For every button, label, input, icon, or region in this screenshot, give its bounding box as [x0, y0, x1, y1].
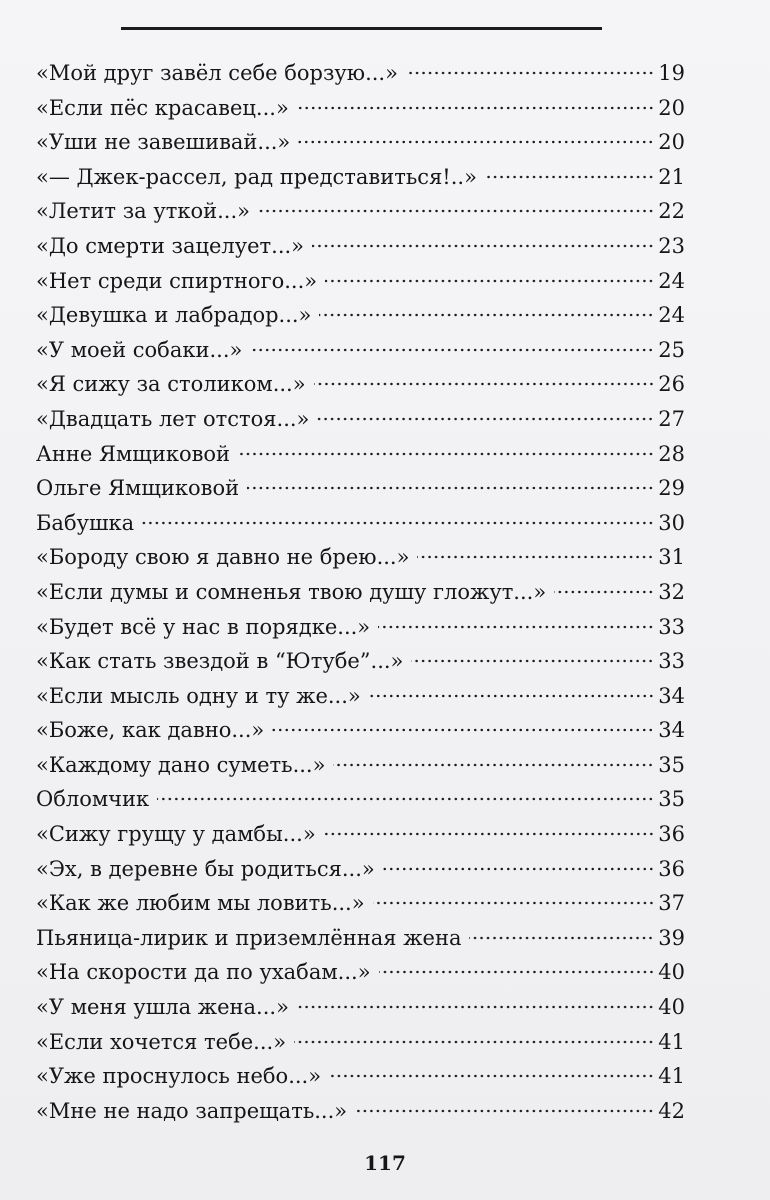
toc-entry: [36, 852, 685, 887]
toc-entry-title: «Будет всё у нас в порядке...»: [36, 614, 371, 639]
toc-entry: [36, 610, 685, 645]
toc-entry-title: «Я сижу за столиком...»: [36, 372, 306, 397]
toc-entry: [36, 437, 685, 472]
toc-entry-title: «Уши не завешивай...»: [36, 130, 291, 155]
table-of-contents: [36, 56, 685, 1128]
toc-entry: [36, 56, 685, 91]
dot-leader: [333, 763, 654, 767]
toc-entry-page: 39: [658, 925, 685, 950]
toc-entry-title: Обломчик: [36, 787, 150, 812]
toc-entry-page: 36: [658, 822, 685, 847]
toc-entry-page: 40: [658, 960, 685, 985]
dot-leader: [369, 694, 655, 698]
dot-leader: [247, 486, 654, 490]
toc-entry-page: 35: [658, 787, 685, 812]
toc-entry-page: 20: [658, 95, 685, 120]
toc-entry-page: 33: [658, 614, 685, 639]
dot-leader: [142, 521, 654, 525]
toc-entry-title: «— Джек-рассел, рад представиться!..»: [36, 164, 477, 189]
dot-leader: [297, 1005, 654, 1009]
toc-entry-title: «Бороду свою я давно не брею...»: [36, 545, 410, 570]
toc-entry-page: 31: [658, 545, 685, 570]
toc-entry: [36, 713, 685, 748]
dot-leader: [406, 71, 654, 75]
toc-entry: [36, 1025, 685, 1060]
toc-entry: [36, 298, 685, 333]
toc-entry-title: «Девушка и лабрадор...»: [36, 303, 312, 328]
dot-leader: [298, 140, 654, 144]
toc-entry-title: «Двадцать лет отстоя...»: [36, 406, 310, 431]
dot-leader: [314, 382, 655, 386]
toc-entry-page: 42: [658, 1098, 685, 1123]
dot-leader: [554, 590, 654, 594]
dot-leader: [355, 1109, 654, 1113]
toc-entry-page: 27: [658, 406, 685, 431]
toc-entry-page: 40: [658, 995, 685, 1020]
dot-leader: [378, 625, 654, 629]
dot-leader: [294, 1040, 654, 1044]
toc-entry-title: «Летит за уткой...»: [36, 199, 250, 224]
dot-leader: [469, 936, 654, 940]
toc-entry: [36, 160, 685, 195]
toc-entry-title: Бабушка: [36, 510, 135, 535]
toc-entry: [36, 402, 685, 437]
toc-entry: [36, 506, 685, 541]
toc-entry-title: Анне Ямщиковой: [36, 441, 231, 466]
toc-entry-page: 37: [658, 891, 685, 916]
toc-entry-page: 32: [658, 579, 685, 604]
toc-entry: [36, 990, 685, 1025]
toc-entry-page: 26: [658, 372, 685, 397]
toc-entry: [36, 91, 685, 126]
toc-entry-title: «Если думы и сомненья твою душу гложут...»: [36, 579, 547, 604]
toc-entry: [36, 679, 685, 714]
dot-leader: [317, 417, 654, 421]
toc-entry-title: «Если пёс красавец...»: [36, 95, 289, 120]
dot-leader: [250, 348, 654, 352]
dot-leader: [297, 106, 654, 110]
dot-leader: [324, 832, 655, 836]
toc-entry-page: 21: [658, 164, 685, 189]
toc-entry-page: 41: [658, 1029, 685, 1054]
toc-entry-page: 19: [658, 61, 685, 85]
toc-entry: [36, 125, 685, 160]
dot-leader: [238, 452, 654, 456]
header-rule: [121, 27, 602, 30]
toc-entry-page: 34: [658, 718, 685, 743]
toc-entry-page: 22: [658, 199, 685, 224]
dot-leader: [379, 970, 655, 974]
toc-entry-page: 28: [658, 441, 685, 466]
toc-entry-title: «До смерти зацелует...»: [36, 233, 305, 258]
page-number: 117: [364, 1151, 406, 1175]
toc-entry-page: 20: [658, 130, 685, 155]
toc-entry-page: 34: [658, 683, 685, 708]
toc-entry-page: 33: [658, 649, 685, 674]
toc-entry-title: «Если хочется тебе...»: [36, 1029, 287, 1054]
toc-entry: [36, 748, 685, 783]
toc-entry-title: «Уже проснулось небо...»: [36, 1064, 322, 1089]
toc-entry: [36, 194, 685, 229]
toc-entry-page: 30: [658, 510, 685, 535]
toc-entry-page: 41: [658, 1064, 685, 1089]
toc-entry: [36, 264, 685, 299]
toc-entry-title: «Эх, в деревне бы родиться...»: [36, 856, 375, 881]
toc-entry: [36, 955, 685, 990]
toc-entry: [36, 333, 685, 368]
toc-entry-title: «Каждому дано суметь...»: [36, 752, 326, 777]
dot-leader: [258, 209, 654, 213]
dot-leader: [272, 728, 654, 732]
toc-entry-title: «На скорости да по ухабам...»: [36, 960, 371, 985]
dot-leader: [417, 555, 654, 559]
toc-entry-title: «Боже, как давно...»: [36, 718, 265, 743]
toc-entry-page: 36: [658, 856, 685, 881]
toc-entry-page: 29: [658, 476, 685, 501]
toc-entry-page: 23: [658, 233, 685, 258]
dot-leader: [325, 279, 654, 283]
toc-entry: [36, 229, 685, 264]
toc-entry-title: Ольге Ямщиковой: [36, 476, 240, 501]
toc-entry-title: «Как стать звездой в “Ютубе”...»: [36, 649, 404, 674]
toc-entry-title: «Как же любим мы ловить...»: [36, 891, 365, 916]
dot-leader: [411, 659, 654, 663]
toc-entry-title: «Нет среди спиртного...»: [36, 268, 318, 293]
dot-leader: [373, 901, 655, 905]
toc-entry-page: 35: [658, 752, 685, 777]
dot-leader: [312, 244, 654, 248]
toc-entry: [36, 471, 685, 506]
dot-leader: [485, 175, 654, 179]
toc-entry-title: «Если мысль одну и ту же...»: [36, 683, 361, 708]
toc-entry-page: 24: [658, 268, 685, 293]
toc-entry-page: 25: [658, 337, 685, 362]
toc-entry: [36, 782, 685, 817]
dot-leader: [329, 1074, 654, 1078]
dot-leader: [383, 867, 655, 871]
toc-entry-title: «Мой друг завёл себе борзую...»: [36, 61, 398, 85]
toc-entry-title: «Сижу грущу у дамбы...»: [36, 822, 316, 847]
dot-leader: [319, 313, 654, 317]
toc-entry-title: «У моей собаки...»: [36, 337, 243, 362]
toc-entry: [36, 1059, 685, 1094]
toc-entry-title: Пьяница-лирик и приземлённая жена: [36, 925, 462, 950]
toc-entry: [36, 886, 685, 921]
toc-entry: [36, 644, 685, 679]
toc-entry: [36, 575, 685, 610]
toc-entry-page: 24: [658, 303, 685, 328]
toc-entry-title: «Мне не надо запрещать...»: [36, 1098, 348, 1123]
dot-leader: [157, 797, 654, 801]
toc-entry: [36, 540, 685, 575]
toc-entry: [36, 921, 685, 956]
toc-entry: [36, 1094, 685, 1129]
toc-entry: [36, 367, 685, 402]
toc-entry: [36, 817, 685, 852]
toc-entry-title: «У меня ушла жена...»: [36, 995, 289, 1020]
